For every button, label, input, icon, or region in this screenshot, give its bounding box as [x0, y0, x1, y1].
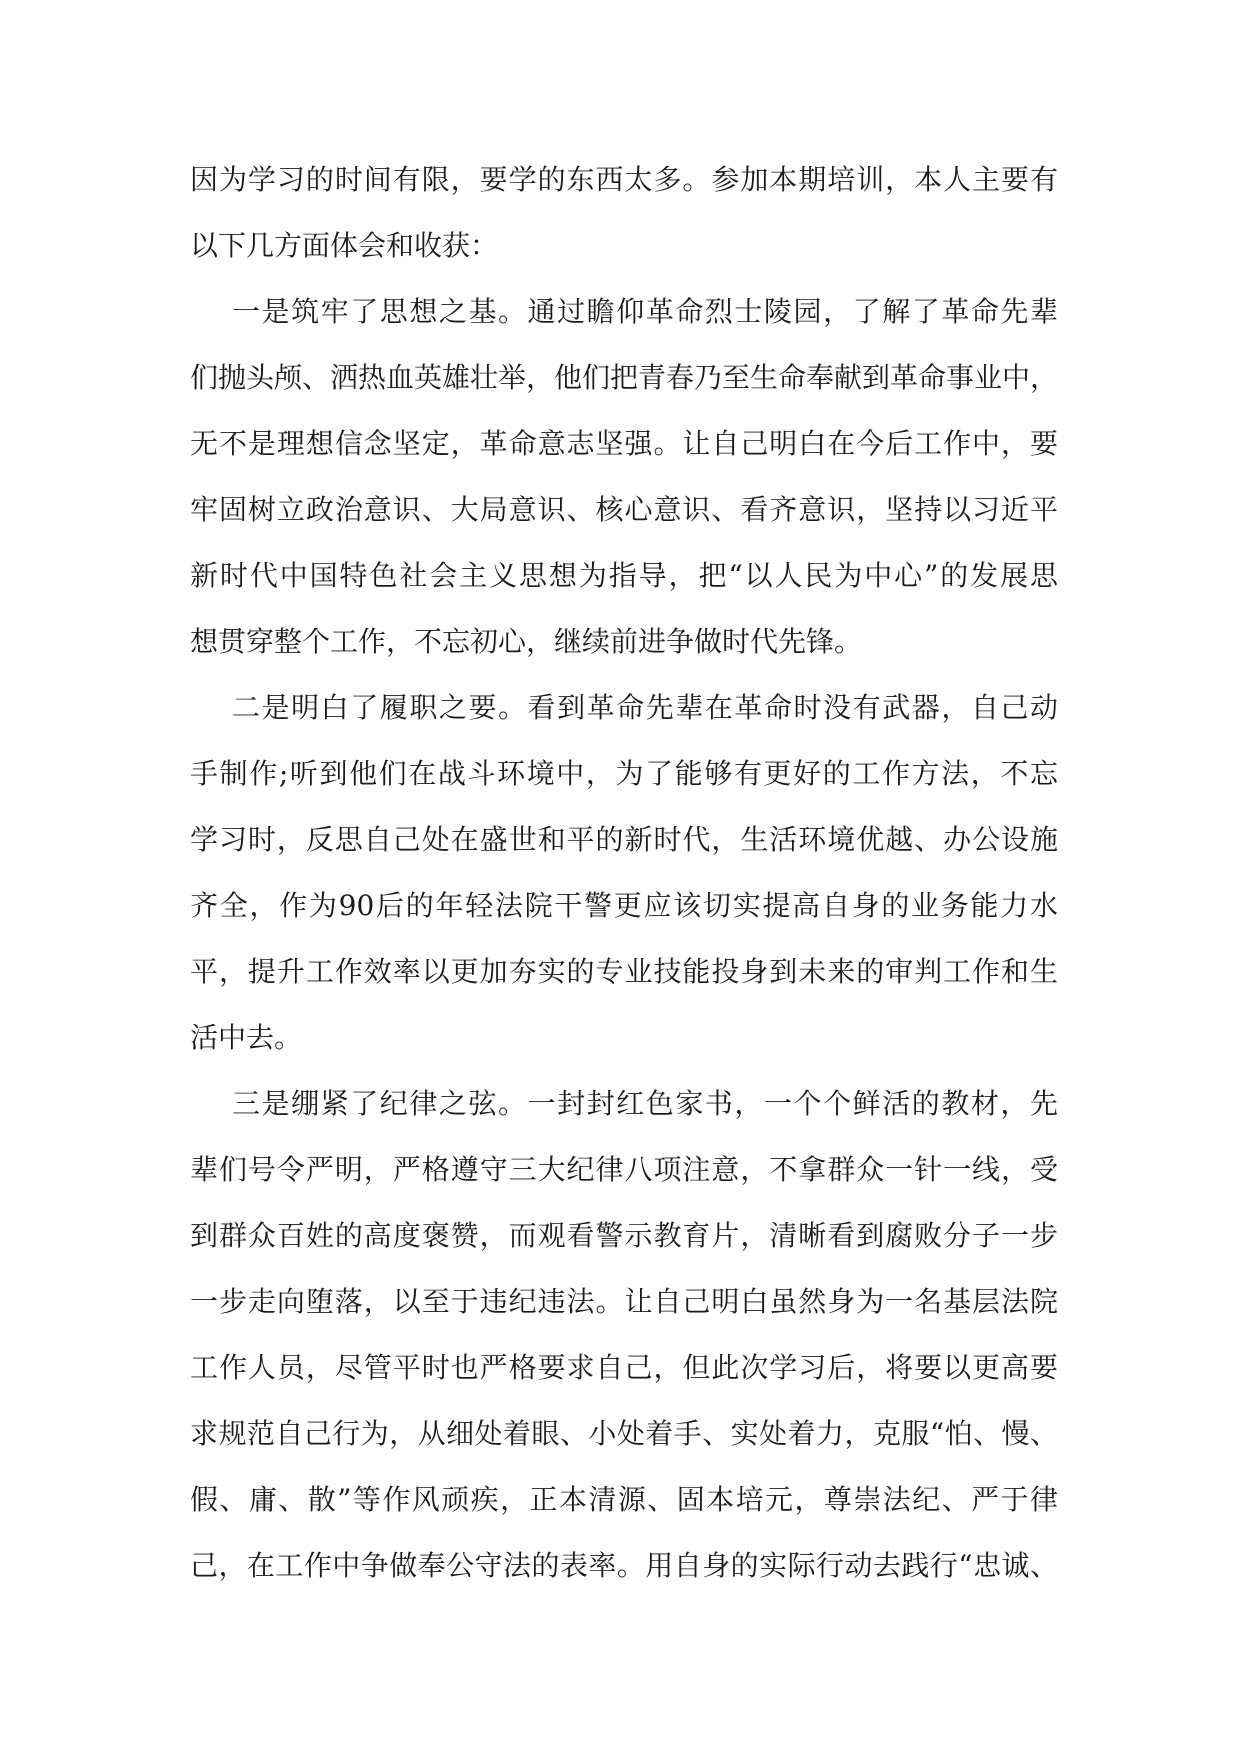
- text-line: 活中去。: [190, 1021, 303, 1054]
- text-line: 牢固树立政治意识、大局意识、核心意识、看齐意识，坚持以习近平: [190, 493, 1058, 526]
- text-line: 平，提升工作效率以更加夯实的专业技能投身到未来的审判工作和生: [190, 955, 1058, 988]
- body-text: [190, 158, 1058, 1610]
- text-line: 手制作;听到他们在战斗环境中，为了能够有更好的工作方法，不忘: [190, 757, 1058, 790]
- text-line: 新时代中国特色社会主义思想为指导，把“以人民为中心”的发展思: [190, 559, 1058, 592]
- text-line: 一是筑牢了思想之基。通过瞻仰革命烈士陵园，了解了革命先辈: [232, 295, 1058, 328]
- text-line: 一步走向堕落，以至于违纪违法。让自己明白虽然身为一名基层法院: [190, 1285, 1058, 1318]
- text-line: 到群众百姓的高度褒赞，而观看警示教育片，清晰看到腐败分子一步: [190, 1219, 1058, 1252]
- text-line: 们抛头颅、洒热血英雄壮举，他们把青春乃至生命奉献到革命事业中，: [190, 361, 1059, 394]
- text-line: 假、庸、散”等作风顽疾，正本清源、固本培元，尊崇法纪、严于律: [190, 1483, 1058, 1516]
- text-line: 己，在工作中争做奉公守法的表率。用自身的实际行动去践行“忠诚、: [190, 1549, 1058, 1582]
- text-line: 因为学习的时间有限，要学的东西太多。参加本期培训，本人主要有: [190, 163, 1058, 196]
- text-line: 想贯穿整个工作，不忘初心，继续前进争做时代先锋。: [190, 625, 863, 658]
- text-line: 齐全，作为90后的年轻法院干警更应该切实提高自身的业务能力水: [190, 889, 1058, 922]
- text-line: 无不是理想信念坚定，革命意志坚强。让自己明白在今后工作中，要: [190, 427, 1058, 460]
- text-line: 二是明白了履职之要。看到革命先辈在革命时没有武器，自己动: [232, 691, 1058, 724]
- text-line: 辈们号令严明，严格遵守三大纪律八项注意，不拿群众一针一线，受: [190, 1153, 1058, 1186]
- text-line: 三是绷紧了纪律之弦。一封封红色家书，一个个鲜活的教材，先: [232, 1087, 1058, 1120]
- text-line: 求规范自己行为，从细处着眼、小处着手、实处着力，克服“怕、慢、: [190, 1417, 1058, 1450]
- text-line: 工作人员，尽管平时也严格要求自己，但此次学习后，将要以更高要: [190, 1351, 1058, 1384]
- text-line: 学习时，反思自己处在盛世和平的新时代，生活环境优越、办公设施: [190, 823, 1058, 856]
- text-line: 以下几方面体会和收获：: [190, 229, 499, 262]
